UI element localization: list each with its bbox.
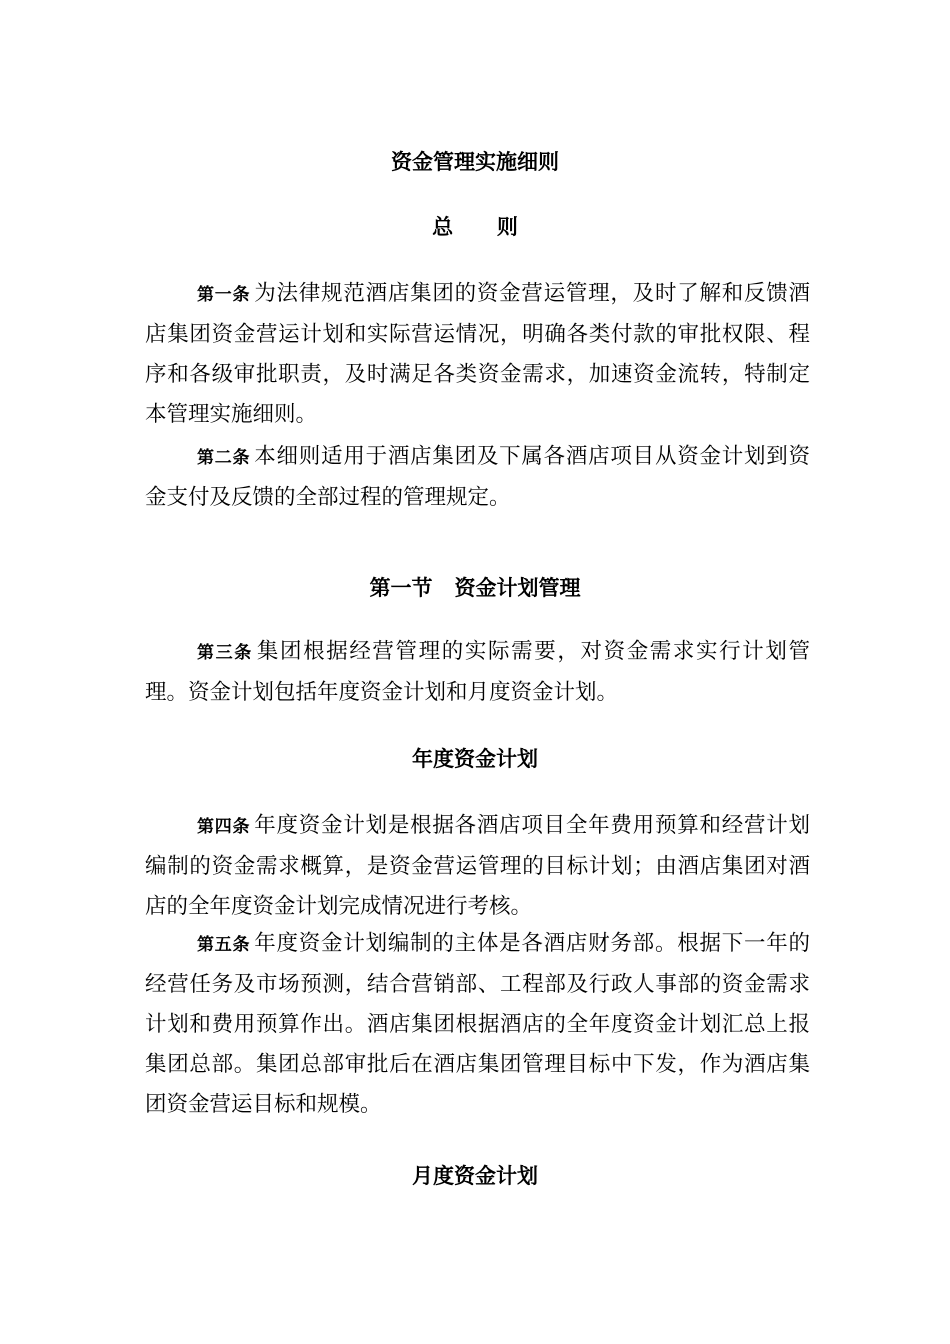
article-paragraph bbox=[145, 437, 810, 518]
article-number: 第一条 bbox=[197, 285, 251, 305]
subsection-heading-annual: 年度资金计划 bbox=[412, 747, 538, 771]
subsection-heading-monthly: 月度资金计划 bbox=[412, 1164, 538, 1188]
article-paragraph bbox=[145, 274, 810, 435]
article-text: 年度资金计划编制的主体是各酒店财务部。根据下一年的经营任务及市场预测，结合营销部、工程部及行政人事部的资金需求计划和费用预算作出。酒店集团根据酒店的全年度资金计划汇总上报集团总部。集团总部审批后在酒店集团管理目标中下发，作为酒店集团资金营运目标和规模。 bbox=[145, 931, 810, 1117]
general-heading: 总 则 bbox=[432, 215, 518, 239]
article-text: 为法律规范酒店集团的资金营运管理，及时了解和反馈酒店集团资金营运计划和实际营运情况，明确各类付款的审批权限、程序和各级审批职责，及时满足各类资金需求，加速资金流转，特制定本管理实施细则。 bbox=[145, 281, 810, 427]
article-text: 本细则适用于酒店集团及下属各酒店项目从资金计划到资金支付及反馈的全部过程的管理规定。 bbox=[145, 444, 810, 510]
article-paragraph bbox=[145, 806, 810, 927]
article-number: 第二条 bbox=[197, 448, 251, 468]
article-text: 年度资金计划是根据各酒店项目全年费用预算和经营计划编制的资金需求概算，是资金营运管理的目标计划；由酒店集团对酒店的全年度资金计划完成情况进行考核。 bbox=[145, 813, 810, 919]
section-heading: 第一节 资金计划管理 bbox=[369, 576, 581, 600]
article-number: 第五条 bbox=[197, 935, 251, 955]
article-paragraph bbox=[145, 632, 810, 713]
document-title: 资金管理实施细则 bbox=[391, 150, 559, 174]
article-text: 集团根据经营管理的实际需要，对资金需求实行计划管理。资金计划包括年度资金计划和月度资金计划。 bbox=[145, 639, 811, 705]
article-paragraph bbox=[145, 924, 810, 1125]
article-number: 第四条 bbox=[197, 817, 251, 837]
article-number: 第三条 bbox=[197, 643, 253, 663]
